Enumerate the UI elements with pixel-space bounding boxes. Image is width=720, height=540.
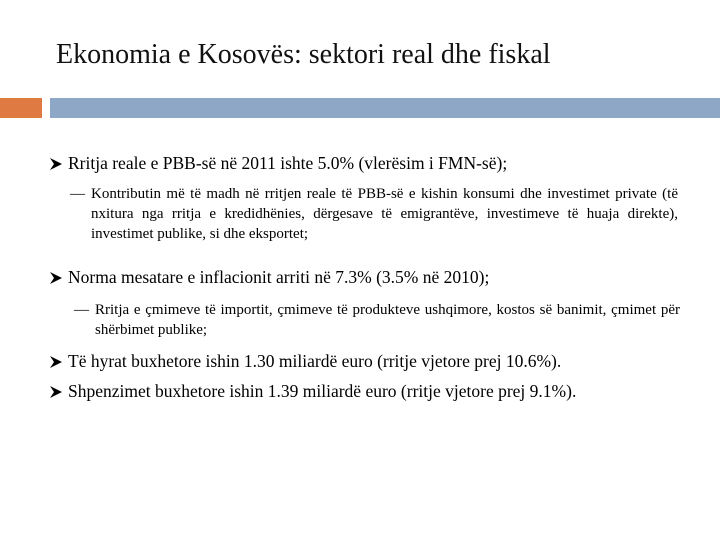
bullet-item <box>49 266 489 288</box>
bullet-text: Të hyrat buxhetore ishin 1.30 miliardë euro (rritje vjetore prej 10.6%). <box>68 351 562 371</box>
sub-text: Kontributin më të madh në rritjen reale të PBB-së e kishin konsumi dhe investimet private (të nxitura nga rritja e kredidhënies, dërgesave të emigrantëve, investimeve të huaja direkte), investimet publike, si dhe eksportet; <box>91 186 678 242</box>
accent-bar-orange <box>0 98 42 118</box>
bullet-item <box>49 152 507 174</box>
bullet-text: Norma mesatare e inflacionit arriti në 7.3% (3.5% në 2010); <box>68 267 490 287</box>
arrow-bullet-icon <box>49 157 63 171</box>
bullet-item <box>49 350 561 372</box>
slide-title: Ekonomia e Kosovës: sektori real dhe fiskal <box>56 39 551 70</box>
bullet-text: Rritja reale e PBB-së në 2011 ishte 5.0% (vlerësim i FMN-së); <box>68 153 508 173</box>
sub-marker: — <box>70 186 85 202</box>
bullet-item <box>49 380 576 402</box>
accent-bar-blue <box>50 98 720 118</box>
sub-marker: — <box>74 302 89 318</box>
arrow-bullet-icon <box>49 271 63 285</box>
arrow-bullet-icon <box>49 355 63 369</box>
bullet-text: Shpenzimet buxhetore ishin 1.39 miliardë euro (rritje vjetore prej 9.1%). <box>68 381 577 401</box>
sub-item <box>74 300 680 340</box>
sub-item <box>70 184 678 244</box>
arrow-bullet-icon <box>49 385 63 399</box>
sub-text: Rritja e çmimeve të importit, çmimeve të produkteve ushqimore, kostos së banimit, çmimet për shërbimet publike; <box>95 302 680 338</box>
